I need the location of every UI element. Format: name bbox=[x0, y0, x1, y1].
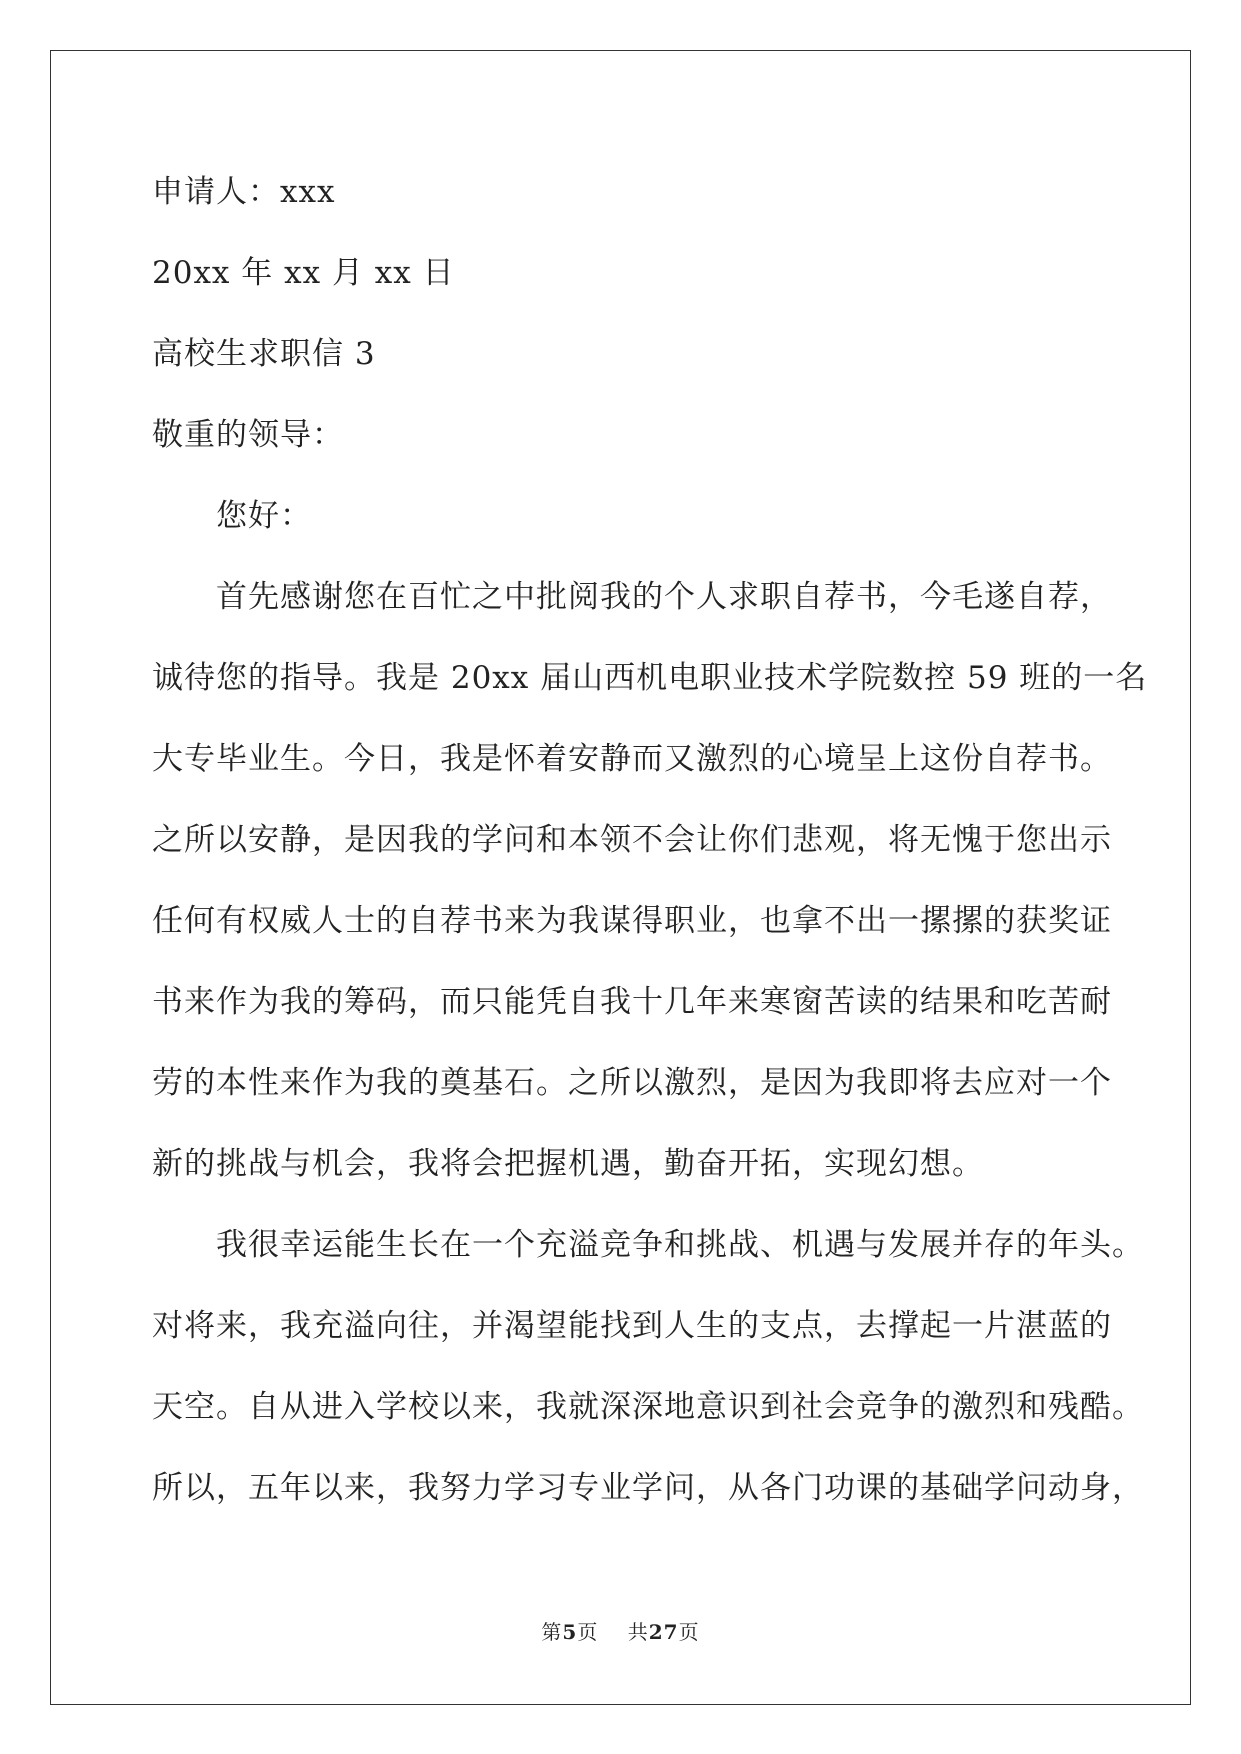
letter-title: 高校生求职信 3 bbox=[152, 336, 376, 372]
greeting: 您好： bbox=[216, 498, 312, 534]
body-line: 所以，五年以来，我努力学习专业学问，从各门功课的基础学问动身， bbox=[152, 1470, 1144, 1506]
page-frame bbox=[50, 50, 1191, 1705]
body-line: 劳的本性来作为我的奠基石。之所以激烈，是因为我即将去应对一个 bbox=[152, 1065, 1112, 1101]
total-unit: 页 bbox=[678, 1620, 700, 1644]
total-prefix: 共 bbox=[627, 1620, 649, 1644]
salutation: 敬重的领导： bbox=[152, 417, 344, 453]
page-unit: 页 bbox=[577, 1620, 599, 1644]
body-line: 我很幸运能生长在一个充溢竞争和挑战、机遇与发展并存的年头。 bbox=[216, 1227, 1144, 1263]
body-line: 对将来，我充溢向往，并渴望能找到人生的支点，去撑起一片湛蓝的 bbox=[152, 1308, 1112, 1344]
date-line: 20xx 年 xx 月 xx 日 bbox=[152, 255, 455, 291]
body-line: 天空。自从进入学校以来，我就深深地意识到社会竞争的激烈和残酷。 bbox=[152, 1389, 1144, 1425]
body-line: 新的挑战与机会，我将会把握机遇，勤奋开拓，实现幻想。 bbox=[152, 1146, 984, 1182]
body-line: 之所以安静，是因我的学问和本领不会让你们悲观，将无愧于您出示 bbox=[152, 822, 1112, 858]
current-page-number: 5 bbox=[562, 1620, 578, 1644]
page-footer bbox=[0, 1616, 1241, 1645]
body-line: 首先感谢您在百忙之中批阅我的个人求职自荐书，今毛遂自荐， bbox=[216, 579, 1112, 615]
page-prefix: 第 bbox=[541, 1620, 563, 1644]
body-line: 大专毕业生。今日，我是怀着安静而又激烈的心境呈上这份自荐书。 bbox=[152, 741, 1112, 777]
body-line: 任何有权威人士的自荐书来为我谋得职业，也拿不出一摞摞的获奖证 bbox=[152, 903, 1112, 939]
body-line: 诚待您的指导。我是 20xx 届山西机电职业技术学院数控 59 班的一名 bbox=[152, 660, 1148, 696]
body-line: 书来作为我的筹码，而只能凭自我十几年来寒窗苦读的结果和吃苦耐 bbox=[152, 984, 1112, 1020]
total-page-count: 27 bbox=[648, 1620, 679, 1644]
applicant-line: 申请人：xxx bbox=[152, 174, 336, 210]
